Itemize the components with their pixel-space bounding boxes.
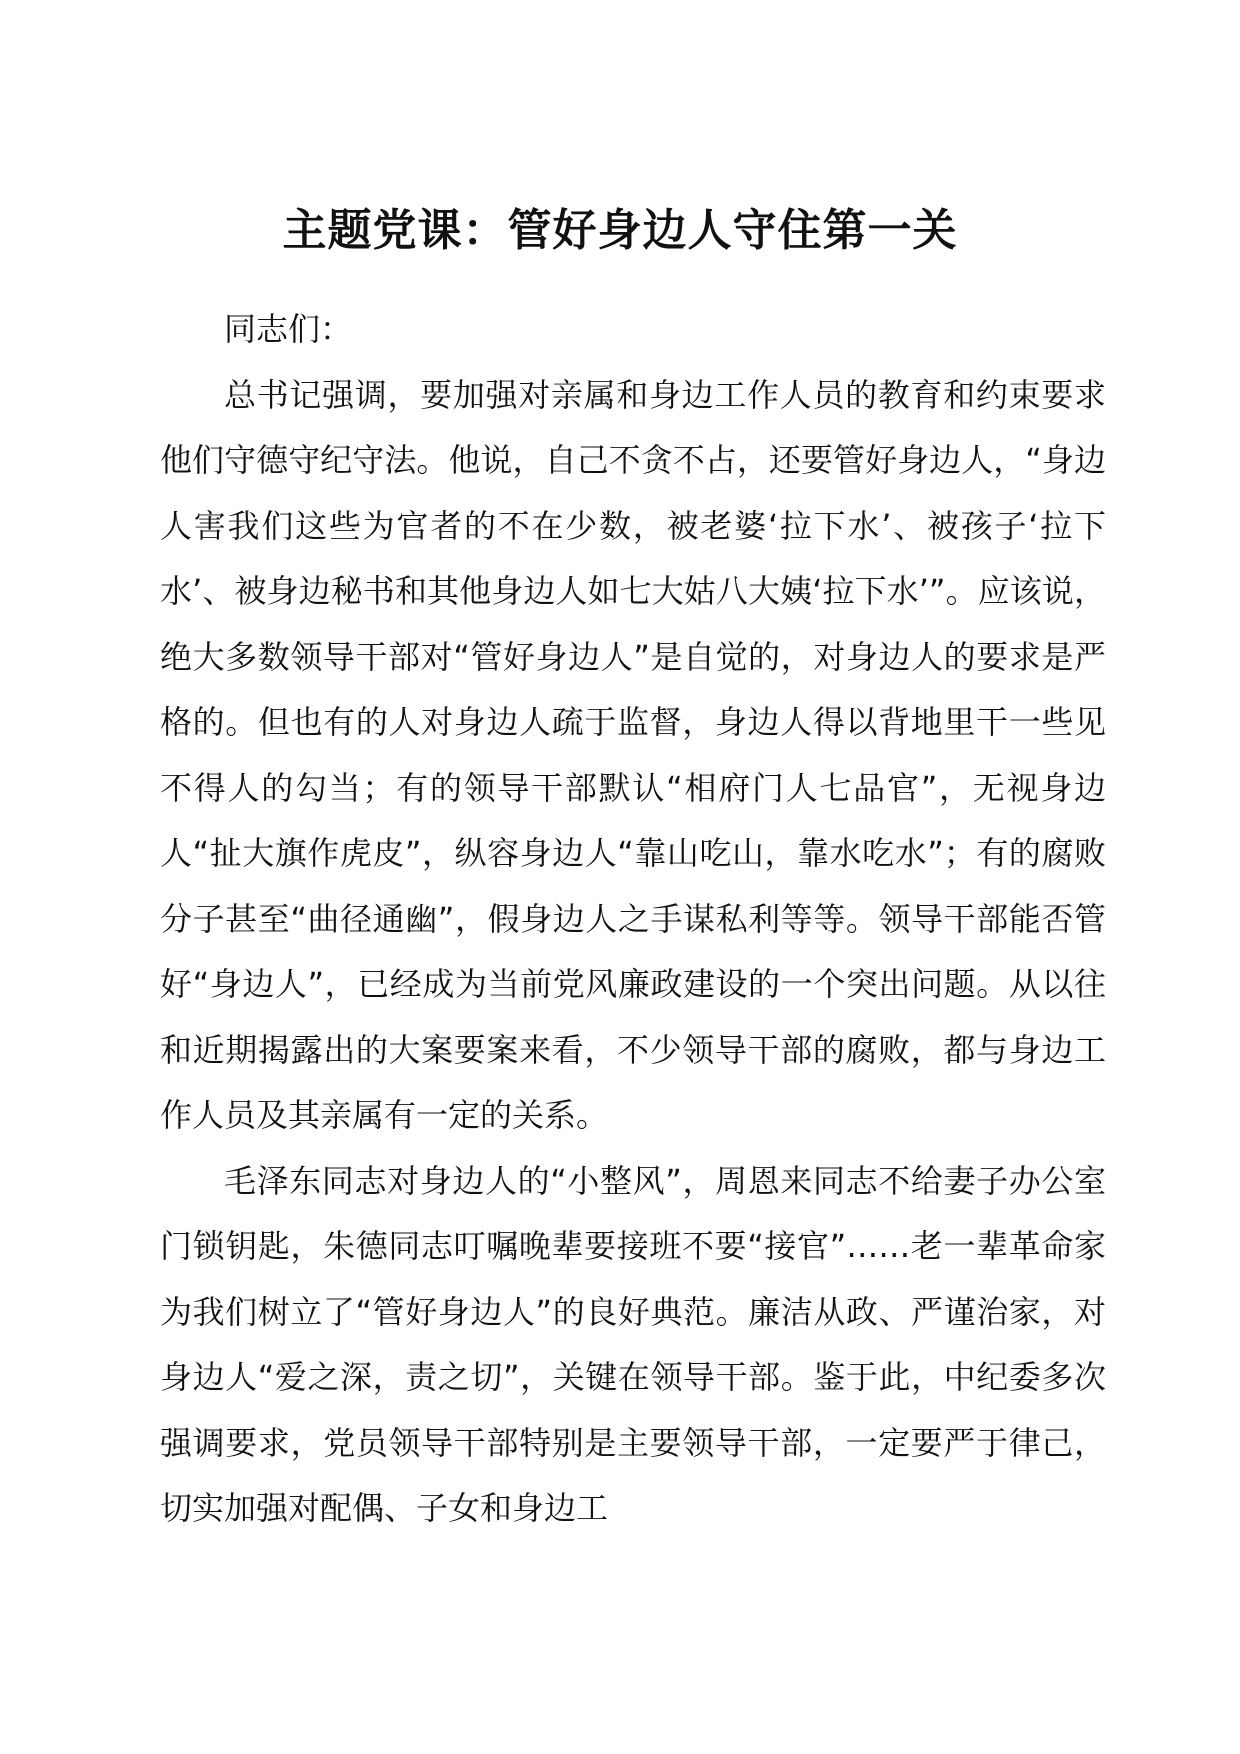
document-body: [160, 297, 1106, 1542]
paragraph-2: 毛泽东同志对身边人的“小整风”，周恩来同志不给妻子办公室门锁钥匙，朱德同志叮嘱晚辈要接班不要“接官”……老一辈革命家为我们树立了“管好身边人”的良好典范。廉洁从政、严谨治家，对身边人“爱之深，责之切”，关键在领导干部。鉴于此，中纪委多次强调要求，党员领导干部特别是主要领导干部，一定要严于律己，切实加强对配偶、子女和身边工: [160, 1161, 1106, 1527]
paragraph-1: 总书记强调，要加强对亲属和身边工作人员的教育和约束要求他们守德守纪守法。他说，自己不贪不占，还要管好身边人，“身边人害我们这些为官者的不在少数，被老婆‘拉下水’、被孩子‘拉下水’、被身边秘书和其他身边人如七大姑八大姨‘拉下水’”。应该说，绝大多数领导干部对“管好身边人”是自觉的，对身边人的要求是严格的。但也有的人对身边人疏于监督，身边人得以背地里干一些见不得人的勾当；有的领导干部默认“相府门人七品官”，无视身边人“扯大旗作虎皮”，纵容身边人“靠山吃山，靠水吃水”；有的腐败分子甚至“曲径通幽”，假身边人之手谋私利等等。领导干部能否管好“身边人”，已经成为当前党风廉政建设的一个突出问题。从以往和近期揭露出的大案要案来看，不少领导干部的腐败，都与身边工作人员及其亲属有一定的关系。: [160, 375, 1106, 1134]
salutation: 同志们：: [224, 310, 353, 348]
document-title: 主题党课：管好身边人守住第一关: [282, 205, 958, 256]
